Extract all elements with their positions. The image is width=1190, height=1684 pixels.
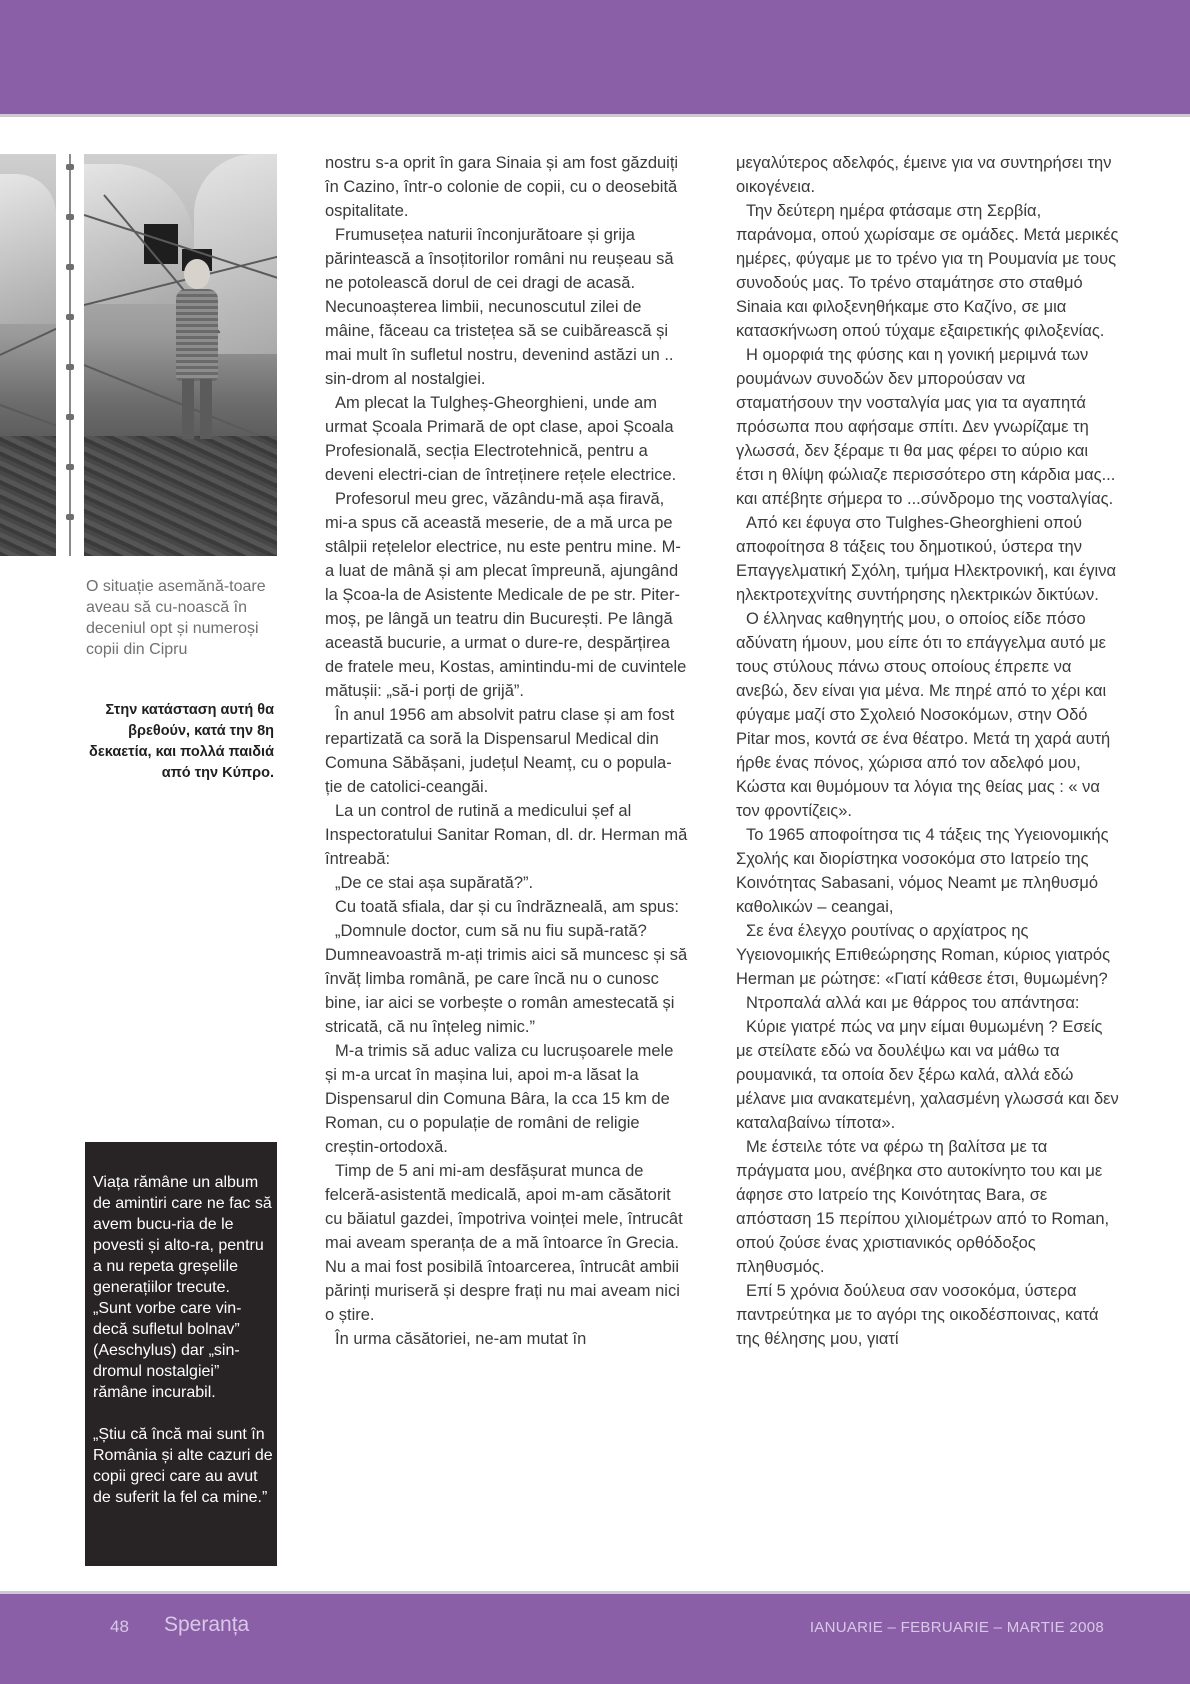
article-paragraph: Σε ένα έλεγχο ρουτίνας ο αρχίατρος ης Υγειονομικής Επιθεώρησης Roman, κύριος γιατρός Herman με ρώτησε: «Γιατί κάθεσε έτσι, θυμωμένη?: [736, 922, 1111, 988]
magazine-name: Speranța: [164, 1613, 250, 1636]
pull-quote-paragraph: „Sunt vorbe care vin-decă sufletul bolnav” (Aeschylus) dar „sin-dromul nostalgiei” rămâne incurabil.: [93, 1300, 242, 1401]
article-paragraph: „De ce stai așa supărată?”.: [335, 874, 534, 892]
article-paragraph: Το 1965 αποφοίτησα τις 4 τάξεις της Υγειονομικής Σχολής και διορίστηκα νοσοκόμα στο Ιατρείο της Κοινότητας Sabasani, νόμος Neamt με πληθυσμό καθολικών – ceangai,: [736, 826, 1109, 916]
pull-quote-paragraph: „Știu că încă mai sunt în România și alte cazuri de copii greci care au avut de suferit la fel ca mine.”: [93, 1426, 273, 1506]
photo-caption-romanian: O situație asemănă-toare aveau să cu-noască în deceniul opt și numeroși copii din Cipru: [86, 578, 266, 658]
article-paragraph: Ο έλληνας καθηγητής μου, ο οποίος είδε πόσο αδύνατη ήμουν, μου είπε ότι το επάγγελμα αυτό με τους στύλους πάνω στους οποίους έπρεπε να ανεβώ, δεν είναι για μένα. Με πηρέ από το χέρι και φύγαμε μαζί στο Σχολειό Νοσοκόμων, στην Οδό Pitar mos, κοντά σε ένα θέατρο. Μετά τη χαρά αυτή ήρθε ένας πόνος, χώρισα από τον αδελφό μου, Κώστα και θυμόμουν τα λόγια της θείας μας : « να τον φροντίζεις».: [736, 610, 1111, 820]
issue-date: IANUARIE – FEBRUARIE – MARTIE 2008: [809, 1619, 1104, 1636]
article-paragraph: nostru s-a oprit în gara Sinaia și am fost găzduiți în Cazino, într-o colonie de copii, cu o deosebită ospitalitate.: [325, 154, 679, 220]
article-paragraph: Frumusețea naturii înconjurătoare și grija părintească a însoțitorilor români nu reușeau să ne potolească dorul de cei dragi de acasă. Necunoașterea limbii, necunoscutul zilei de mâine, făceau ca tristețea să se cuibărească și mai mult în sufletul nostru, devenind astăzi un .. sin-drom al nostalgiei.: [325, 226, 674, 388]
article-paragraph: Κύριε γιατρέ πώς να μην είμαι θυμωμένη ? Εσείς με στείλατε εδώ να δουλέψω και να μάθω τα ρουμανικά, τα οποία δεν ξέρω καλά, αλλά εδώ μέλανε μια ανακατεμένη, χαλασμένη γλωσσά και δεν καταλαβαίνω τίποτα».: [736, 1018, 1119, 1132]
photo-caption-greek: Στην κατάσταση αυτή θα βρεθούν, κατά την 8η δεκαετία, και πολλά παιδιά από την Κύπρο.: [89, 702, 274, 781]
article-paragraph: În anul 1956 am absolvit patru clase și am fost repartizată ca soră la Dispensarul Medical din Comuna Săbășani, județul Neamț, cu o popula-ție de catolici-ceangăi.: [325, 706, 675, 796]
article-paragraph: M-a trimis să aduc valiza cu lucrușoarele mele și m-a urcat în mașina lui, apoi m-a lăsat la Dispensarul din Comuna Bâra, la cca 15 km de Roman, cu o populație de români de religie creștin-ortodoxă.: [325, 1042, 674, 1156]
child-figure: [184, 259, 210, 289]
article-paragraph: La un control de rutină a medicului șef al Inspectoratului Sanitar Roman, dl. dr. Herman mă întreabă:: [325, 802, 688, 868]
footer-band: [0, 1594, 1190, 1684]
article-paragraph: μεγαλύτερος αδελφός, έμεινε για να συντηρήσει την οικογένεια.: [736, 154, 1112, 196]
article-paragraph: Από κει έφυγα στο Tulghes-Gheorghieni οπού αποφοίτησα 8 τάξεις του δημοτικού, ύστερα την Επαγγελματική Σχόλη, τμήμα Ηλεκτρονική, και έγινα ηλεκτροτεχνίτης συντήρησης ηλεκτρικών δικτύων.: [736, 514, 1117, 604]
article-paragraph: Η ομορφιά της φύσης και η γονική μεριμνά των ρουμάνων συνοδών δεν μπορούσαν να σταματήσουν την νοσταλγία μας για τα αγαπητά πρόσωπα που αφήσαμε σπίτι. Δεν γνωρίζαμε τη γλωσσά, δεν ξέραμε τι θα μας φέρει το αύριο και έτσι η θλίψη φώλιαζε περισσότερο στη κάρδια μας... και απέβητε σήμερα το ...σύνδρομο της νοσταλγίας.: [736, 346, 1116, 508]
article-paragraph: Την δεύτερη ημέρα φτάσαμε στη Σερβία, παράνομα, οπού χωρίσαμε σε ομάδες. Μετά μερικές ημέρες, φύγαμε με το τρένο για τη Ρουμανία με τους συνοδούς μας. Το τρένο σταμάτησε στο σταθμό Sinaia και φιλοξενηθήκαμε στο Καζίνο, σε μια κατασκήνωση οπού τύχαμε εξαιρετικής φιλοξενίας.: [736, 202, 1119, 340]
top-band: [0, 0, 1190, 114]
article-paragraph: „Domnule doctor, cum să nu fiu supă-rată? Dumneavoastră m-ați trimis aici să muncesc și să învăț limba română, pe care încă nu o cunosc bine, iar aici se vorbește o român amestecată și stricată, că nu înțeleg nimic.”: [325, 922, 688, 1036]
barbed-wire-icon: [66, 154, 74, 556]
article-paragraph: Cu toată sfiala, dar și cu îndrăzneală, am spus:: [335, 898, 679, 916]
pull-quote-box: [85, 1142, 277, 1566]
article-paragraph: Επί 5 χρόνια δούλευα σαν νοσοκόμα, ύστερα παντρεύτηκα με το αγόρι της οικοδέσποινας, κατά της θέλησης μου, γιατί: [736, 1282, 1099, 1348]
top-band-shadow: [0, 114, 1190, 117]
refugee-camp-photo: [84, 154, 277, 556]
article-paragraph: Am plecat la Tulgheș-Gheorghieni, unde am urmat Școala Primară de opt clase, apoi Școala Profesională, secția Electrotehnică, pentru a deveni electri-cian de întreținere rețele electrice.: [325, 394, 677, 484]
article-column-greek: [736, 151, 1120, 1351]
article-paragraph: Ντροπαλά αλλά και με θάρρος του απάντησα:: [746, 994, 1080, 1012]
article-paragraph: Timp de 5 ani mi-am desfășurat munca de felceră-asistentă medicală, apoi m-am căsătorit cu băiatul gazdei, împotriva voinței mele, întrucât mai aveam speranța de a mă întoarce în Grecia. Nu a mai fost posibilă întoarcerea, întrucât ambii părinți muriseră și despre frați nu mai aveam nici o știre.: [325, 1162, 683, 1324]
page-number: 48: [110, 1617, 129, 1636]
article-column-romanian: [325, 151, 688, 1351]
article-paragraph: Με έστειλε τότε να φέρω τη βαλίτσα με τα πράγματα μου, ανέβηκα στο αυτοκίνητο του και με άφησε στο Ιατρείο της Κοινότητας Bara, σε απόσταση 15 περίπου χιλιομέτρων από το Roman, οπού ζούσε ένας χριστιανικός ορθόδοξος πληθυσμός.: [736, 1138, 1110, 1276]
camp-photo-left-strip: [0, 154, 56, 556]
pull-quote-paragraph: Viața rămâne un album de amintiri care ne fac să avem bucu-ria de le povesti și alto-ra, pentru a nu repeta greșelile generațiilor trecute.: [93, 1174, 272, 1296]
article-paragraph: În urma căsătoriei, ne-am mutat în: [335, 1330, 587, 1348]
article-paragraph: Profesorul meu grec, văzându-mă așa firavă, mi-a spus că această meserie, de a mă urca pe stâlpii rețelelor electrice, nu este pentru mine. M-a luat de mână și am plecat împreună, ajungând la Școa-la de Asistente Medicale de pe str. Piter-moș, pe lângă un teatru din București. Pe lângă această bucurie, a urmat o dure-re, despărțirea de fratele meu, Kostas, amintindu-mi de cuvintele mătușii: „să-i porți de grijă”.: [325, 490, 687, 700]
